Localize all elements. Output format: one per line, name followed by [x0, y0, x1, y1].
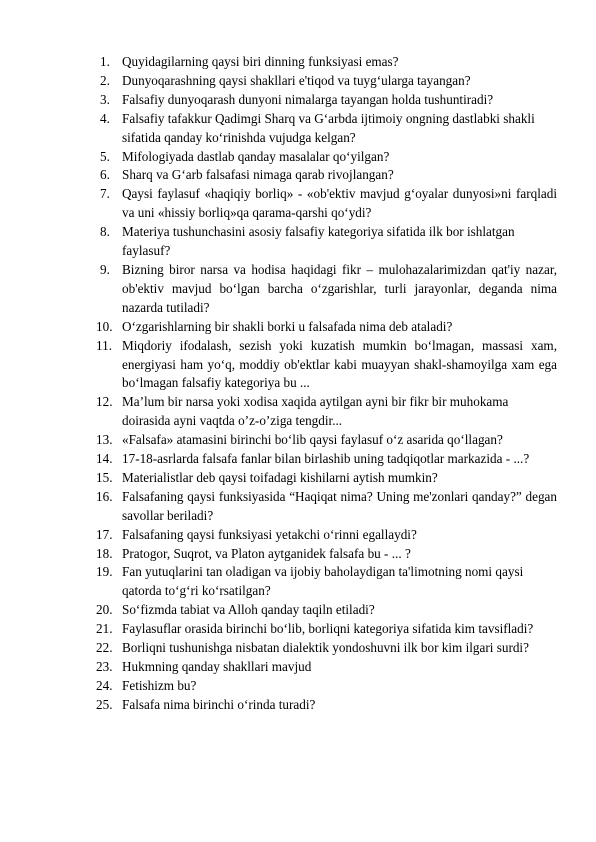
- list-item-11: [96, 337, 557, 394]
- item-number: 13.: [96, 432, 113, 448]
- item-number: 18.: [96, 545, 113, 561]
- item-text: Borliqni tushunishga nisbatan dialektik yondoshuvni ilk bor kim ilgari surdi?: [122, 640, 529, 656]
- item-number: 3.: [100, 91, 110, 107]
- item-number: 25.: [96, 696, 113, 712]
- list-item-20: [96, 601, 557, 620]
- item-number: 16.: [96, 488, 113, 504]
- item-number: 11.: [96, 337, 112, 353]
- item-number: 5.: [100, 148, 110, 164]
- list-item-19: [96, 563, 557, 601]
- item-number: 23.: [96, 659, 113, 674]
- list-item-16: [96, 488, 557, 526]
- item-text: Miqdoriy ifodalash, sezish yoki kuzatish mumkin bo‘lmagan, massasi xam, energiyasi ham yo‘q, moddiy ob'ektlar kabi muayyan shakl-shamoyilga xam ega bo‘lmagan falsafiy kategoriya bu ...: [122, 337, 557, 391]
- list-item-23: [96, 658, 557, 677]
- item-number: 2.: [100, 72, 110, 88]
- item-number: 21.: [96, 621, 113, 637]
- item-text: Quyidagilarning qaysi biri dinning funksiyasi emas?: [122, 54, 399, 69]
- item-text: Falsafaning qaysi funksiyasida “Haqiqat nima? Uning me'zonlari qanday?” degan savollar beriladi?: [122, 488, 557, 523]
- list-item-25: [96, 696, 557, 715]
- item-text: Hukmning qanday shakllari mavjud: [122, 659, 312, 674]
- list-item-12: [96, 393, 557, 431]
- list-item-24: [96, 677, 557, 696]
- list-item-22: [96, 639, 557, 658]
- list-item-17: [96, 526, 557, 545]
- item-number: 22.: [96, 640, 113, 656]
- list-item-6: [96, 166, 557, 185]
- item-text: Falsafa nima birinchi o‘rinda turadi?: [122, 696, 316, 712]
- item-number: 6.: [100, 167, 110, 183]
- item-number: 24.: [96, 677, 113, 693]
- list-item-1: [96, 53, 557, 72]
- item-number: 8.: [100, 224, 110, 240]
- item-number: 1.: [100, 54, 110, 69]
- item-number: 14.: [96, 451, 113, 467]
- item-text: Dunyoqarashning qaysi shakllari e'tiqod va tuyg‘ularga tayangan?: [122, 72, 471, 88]
- item-number: 15.: [96, 469, 113, 485]
- item-number: 20.: [96, 602, 113, 618]
- item-number: 12.: [96, 394, 113, 410]
- list-item-4: [96, 110, 557, 148]
- list-item-18: [96, 545, 557, 564]
- item-text: Qaysi faylasuf «haqiqiy borliq» - «ob'ektiv mavjud g‘oyalar dunyosi»ni farqladi va uni «hissiy borliq»qa qarama-qarshi qo‘ydi?: [122, 186, 557, 221]
- item-text: 17-18-asrlarda falsafa fanlar bilan birlashib uning tadqiqotlar markazida - ...?: [122, 451, 530, 467]
- item-text: Falsafiy dunyoqarash dunyoni nimalarga tayangan holda tushuntiradi?: [122, 91, 494, 107]
- list-item-9: [96, 261, 557, 318]
- item-text: Falsafiy tafakkur Qadimgi Sharq va G‘arbda ijtimoiy ongning dastlabki shakli sifatida qanday ko‘rinishda vujudga kelgan?: [122, 110, 535, 145]
- question-list: [96, 53, 557, 715]
- list-item-21: [96, 620, 557, 639]
- list-item-10: [96, 318, 557, 337]
- list-item-7: [96, 185, 557, 223]
- item-text: Pratogor, Suqrot, va Platon aytganidek falsafa bu - ... ?: [122, 545, 411, 561]
- list-item-14: [96, 450, 557, 469]
- item-text: Faylasuflar orasida birinchi bo‘lib, borliqni kategoriya sifatida kim tavsifladi?: [122, 621, 534, 637]
- item-text: Bizning biror narsa va hodisa haqidagi fikr – mulohazalarimizdan qat'iy nazar, ob'ektiv mavjud bo‘lgan barcha o‘zgarishlar, turli jarayonlar, deganda nima nazarda tutiladi?: [122, 261, 557, 315]
- list-item-5: [96, 148, 557, 167]
- item-number: 17.: [96, 526, 113, 542]
- item-text: Falsafaning qaysi funksiyasi yetakchi o‘rinni egallaydi?: [122, 526, 417, 542]
- list-item-8: [96, 223, 557, 261]
- item-text: O‘zgarishlarning bir shakli borki u falsafada nima deb ataladi?: [122, 318, 453, 334]
- list-item-13: [96, 431, 557, 450]
- item-number: 4.: [100, 110, 110, 126]
- item-number: 10.: [96, 318, 113, 334]
- list-item-2: [96, 72, 557, 91]
- item-text: Ma’lum bir narsa yoki xodisa xaqida aytilgan ayni bir fikr bir muhokama doirasida ayni vaqtda o’z-o’ziga tengdir...: [122, 394, 509, 429]
- item-number: 19.: [96, 564, 113, 580]
- item-text: Mifologiyada dastlab qanday masalalar qo‘yilgan?: [122, 148, 390, 164]
- list-item-3: [96, 91, 557, 110]
- item-text: Fan yutuqlarini tan oladigan va ijobiy baholaydigan ta'limotning nomi qaysi qatorda to‘g‘ri ko‘rsatilgan?: [122, 564, 524, 599]
- item-text: Fetishizm bu?: [122, 677, 197, 693]
- item-text: So‘fizmda tabiat va Alloh qanday taqiln etiladi?: [122, 602, 375, 618]
- item-text: Materialistlar deb qaysi toifadagi kishilarni aytish mumkin?: [122, 469, 438, 485]
- item-text: «Falsafa» atamasini birinchi bo‘lib qaysi faylasuf o‘z asarida qo‘llagan?: [122, 432, 503, 448]
- item-text: Sharq va G‘arb falsafasi nimaga qarab rivojlangan?: [122, 167, 394, 183]
- list-item-15: [96, 469, 557, 488]
- item-text: Materiya tushunchasini asosiy falsafiy kategoriya sifatida ilk bor ishlatgan faylasuf?: [122, 224, 515, 259]
- item-number: 9.: [100, 261, 110, 277]
- item-number: 7.: [100, 186, 110, 202]
